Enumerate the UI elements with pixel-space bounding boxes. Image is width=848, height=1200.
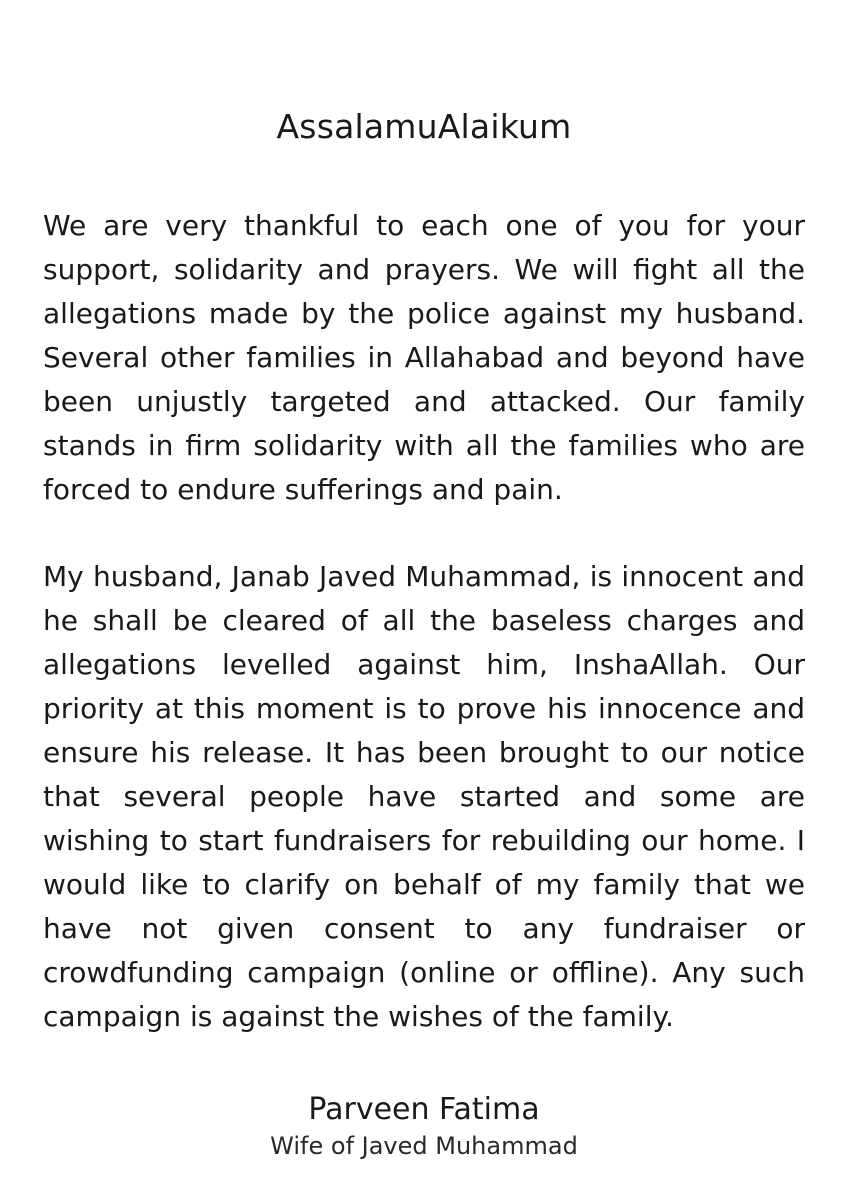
signature-role: Wife of Javed Muhammad — [270, 1132, 578, 1160]
signature-block — [0, 1090, 848, 1162]
letter-greeting: AssalamuAlaikum — [276, 107, 572, 146]
letter-paragraph-2: My husband, Janab Javed Muhammad, is innocent and he shall be cleared of all the baseless charges and allegations levelled against him, InshaAllah. Our priority at this moment is to prove his innocence and ensure his release. It has been brought to our notice that several people have started and some are wishing to start fundraisers for rebuilding our home. I would like to clarify on behalf of my family that we have not given consent to any fundraiser or crowdfunding campaign (online or offline). Any such campaign is against the wishes of the family. — [43, 560, 805, 1033]
signature-name: Parveen Fatima — [308, 1092, 540, 1127]
letter-paragraph-1: We are very thankful to each one of you for your support, solidarity and prayers. We will fight all the allegations made by the police against my husband. Several other families in Allahabad and beyond have been unjustly targeted and attacked. Our family stands in firm solidarity with all the families who are forced to endure sufferings and pain. — [43, 209, 805, 506]
